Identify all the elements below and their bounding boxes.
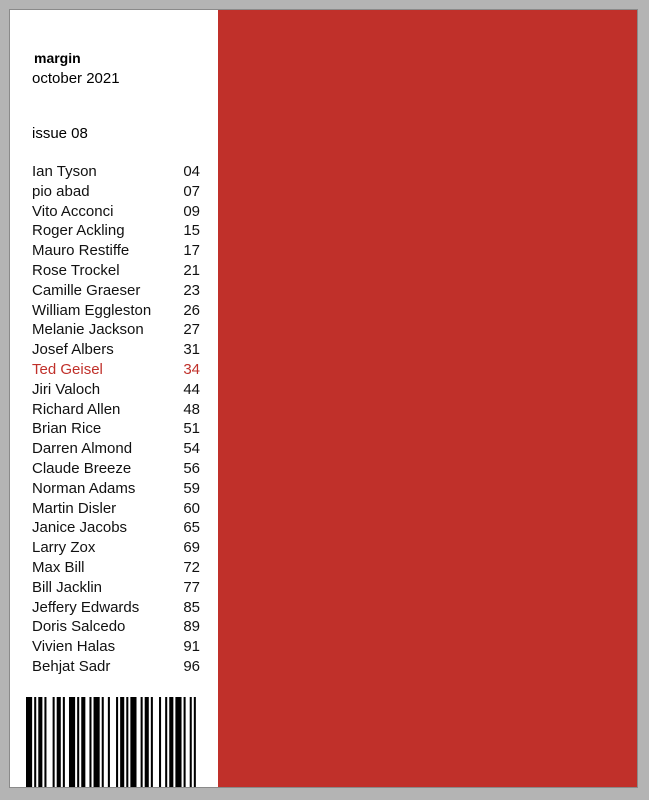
toc-entry-name: Jiri Valoch <box>32 380 101 398</box>
toc-entry <box>32 538 200 558</box>
toc-entry <box>32 202 200 222</box>
toc-entry-name: Janice Jacobs <box>32 519 128 537</box>
toc-entry <box>32 182 200 202</box>
toc-entry <box>32 419 200 439</box>
toc-entry-page: 15 <box>183 222 200 240</box>
magazine-cover <box>9 9 638 788</box>
barcode-bar <box>145 697 149 787</box>
toc-entry-name: Martin Disler <box>32 499 117 517</box>
barcode-bar <box>175 697 181 787</box>
toc-entry-page: 60 <box>183 499 200 517</box>
toc-entry <box>32 479 200 499</box>
toc-entry-page: 07 <box>183 182 200 200</box>
barcode-bar <box>120 697 124 787</box>
toc-entry <box>32 598 200 618</box>
barcode-bar <box>69 697 75 787</box>
cover-color-block <box>218 10 637 787</box>
toc-entry-page: 56 <box>183 459 200 477</box>
toc-entry-name: Vivien Halas <box>32 638 116 656</box>
toc-entry <box>32 221 200 241</box>
toc-entry <box>32 400 200 420</box>
toc-entry <box>32 301 200 321</box>
barcode-bar <box>184 697 186 787</box>
toc-entry <box>32 380 200 400</box>
toc-entry-name: Norman Adams <box>32 479 136 497</box>
toc-entry-name: Ian Tyson <box>32 163 97 180</box>
toc-entry <box>32 657 200 677</box>
barcode-bar <box>159 697 161 787</box>
toc-entry <box>32 518 200 538</box>
toc-entry-page: 77 <box>183 578 200 596</box>
contents-panel <box>10 10 218 787</box>
toc-entry-name: pio abad <box>32 182 90 200</box>
toc-entry-page: 26 <box>183 301 200 319</box>
toc-entry <box>32 340 200 360</box>
barcode-bar <box>141 697 143 787</box>
barcode-bar <box>89 697 91 787</box>
issue-number: issue 08 <box>32 125 88 142</box>
toc-entry-page: 54 <box>183 440 200 458</box>
barcode-bar <box>77 697 79 787</box>
toc-entry <box>32 281 200 301</box>
toc-entry-name: Mauro Restiffe <box>32 242 130 260</box>
toc-entry-page: 04 <box>183 163 200 180</box>
barcode-bar <box>34 697 36 787</box>
barcode-bar <box>94 697 100 787</box>
barcode-bar <box>116 697 118 787</box>
toc-entry-page: 27 <box>183 321 200 339</box>
toc-entry-name: William Eggleston <box>32 301 152 319</box>
toc-entry-name: Darren Almond <box>32 440 133 458</box>
barcode-bar <box>44 697 46 787</box>
toc-entry <box>32 558 200 578</box>
toc-entry <box>32 459 200 479</box>
barcode-bar <box>194 697 196 787</box>
toc-entry <box>32 439 200 459</box>
barcode-bar <box>53 697 55 787</box>
toc-entry-page: 31 <box>183 341 200 359</box>
toc-entry-page: 21 <box>183 261 200 279</box>
toc-entry-page: 51 <box>183 420 200 438</box>
barcode-bar <box>130 697 136 787</box>
barcode-bar <box>38 697 42 787</box>
barcode <box>26 697 202 787</box>
magazine-title: margin <box>34 50 81 66</box>
toc-entry <box>32 241 200 261</box>
toc-entry <box>32 261 200 281</box>
barcode-bar <box>63 697 65 787</box>
toc-entry-name: Camille Graeser <box>32 281 141 299</box>
toc-entry-name: Max Bill <box>32 558 85 576</box>
toc-entry-page: 69 <box>183 539 200 557</box>
toc-entry-name: Jeffery Edwards <box>32 598 140 616</box>
table-of-contents <box>32 162 200 677</box>
barcode-bar <box>165 697 167 787</box>
toc-entry-page: 72 <box>183 558 200 576</box>
toc-entry-page: 17 <box>183 242 200 260</box>
toc-entry-page: 85 <box>183 598 200 616</box>
toc-entry <box>32 578 200 598</box>
toc-entry-page: 34 <box>183 360 200 378</box>
toc-entry-name: Larry Zox <box>32 539 96 557</box>
barcode-bar <box>190 697 192 787</box>
toc-entry <box>32 360 200 380</box>
toc-entry-page: 59 <box>183 479 200 497</box>
barcode-bar <box>108 697 110 787</box>
toc-entry-name: Claude Breeze <box>32 459 132 477</box>
issue-date: october 2021 <box>32 70 120 87</box>
toc-entry-name: Melanie Jackson <box>32 321 144 339</box>
toc-entry <box>32 499 200 519</box>
toc-entry-page: 96 <box>183 657 200 675</box>
barcode-bar <box>26 697 32 787</box>
toc-entry <box>32 637 200 657</box>
barcode-bar <box>151 697 153 787</box>
toc-entry-name: Behjat Sadr <box>32 657 111 675</box>
toc-entry-name: Josef Albers <box>32 341 114 359</box>
toc-entry <box>32 617 200 637</box>
toc-entry <box>32 320 200 340</box>
toc-entry-page: 89 <box>183 618 200 636</box>
toc-entry-page: 09 <box>183 202 200 220</box>
toc-entry-name: Richard Allen <box>32 400 121 418</box>
toc-entry-name: Roger Ackling <box>32 222 125 240</box>
toc-entry-name: Ted Geisel <box>32 360 103 378</box>
barcode-bar <box>102 697 104 787</box>
toc-entry-name: Bill Jacklin <box>32 578 103 596</box>
barcode-bar <box>81 697 85 787</box>
toc-entry-name: Doris Salcedo <box>32 618 126 636</box>
toc-entry-name: Vito Acconci <box>32 202 114 220</box>
barcode-bar <box>126 697 128 787</box>
toc-entry-page: 23 <box>183 281 200 299</box>
toc-entry-page: 65 <box>183 519 200 537</box>
toc-entry-page: 44 <box>183 380 200 398</box>
toc-entry-page: 48 <box>183 400 200 418</box>
toc-entry-name: Rose Trockel <box>32 261 120 279</box>
toc-entry-page: 91 <box>183 638 200 656</box>
barcode-bar <box>57 697 61 787</box>
toc-entry-name: Brian Rice <box>32 420 102 438</box>
barcode-bar <box>169 697 173 787</box>
toc-entry <box>32 162 200 182</box>
